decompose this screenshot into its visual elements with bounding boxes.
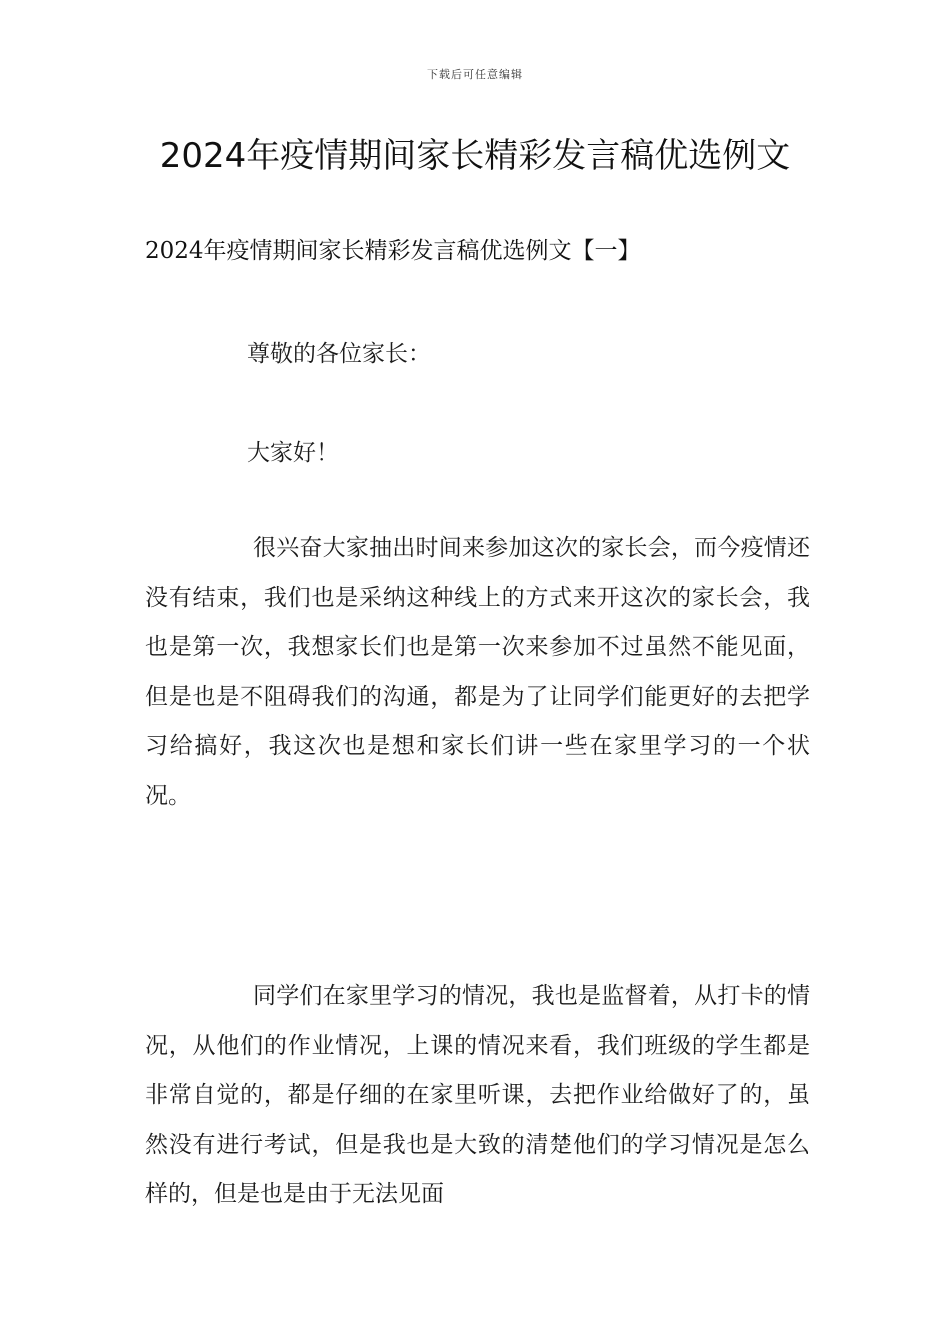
section-title: 2024年疫情期间家长精彩发言稿优选例文【一】 [145, 238, 641, 264]
header-note: 下载后可任意编辑 [427, 68, 523, 81]
body-paragraph: 很兴奋大家抽出时间来参加这次的家长会，而今疫情还没有结束，我们也是采纳这种线上的方式来开这次的家长会，我也是第一次，我想家长们也是第一次来参加不过虽然不能见面，但是也是不阻碍我们的沟通，都是为了让同学们能更好的去把学习给搞好，我这次也是想和家长们讲一些在家里学习的一个状况。 [145, 535, 810, 809]
document-title: 2024年疫情期间家长精彩发言稿优选例文 [159, 136, 791, 176]
body-paragraph: 同学们在家里学习的情况，我也是监督着，从打卡的情况，从他们的作业情况，上课的情况来看，我们班级的学生都是非常自觉的，都是仔细的在家里听课，去把作业给做好了的，虽然没有进行考试，但是我也是大致的清楚他们的学习情况是怎么样的，但是也是由于无法见面 [145, 983, 810, 1208]
greeting: 大家好！ [247, 440, 339, 466]
salutation: 尊敬的各位家长： [247, 341, 431, 367]
